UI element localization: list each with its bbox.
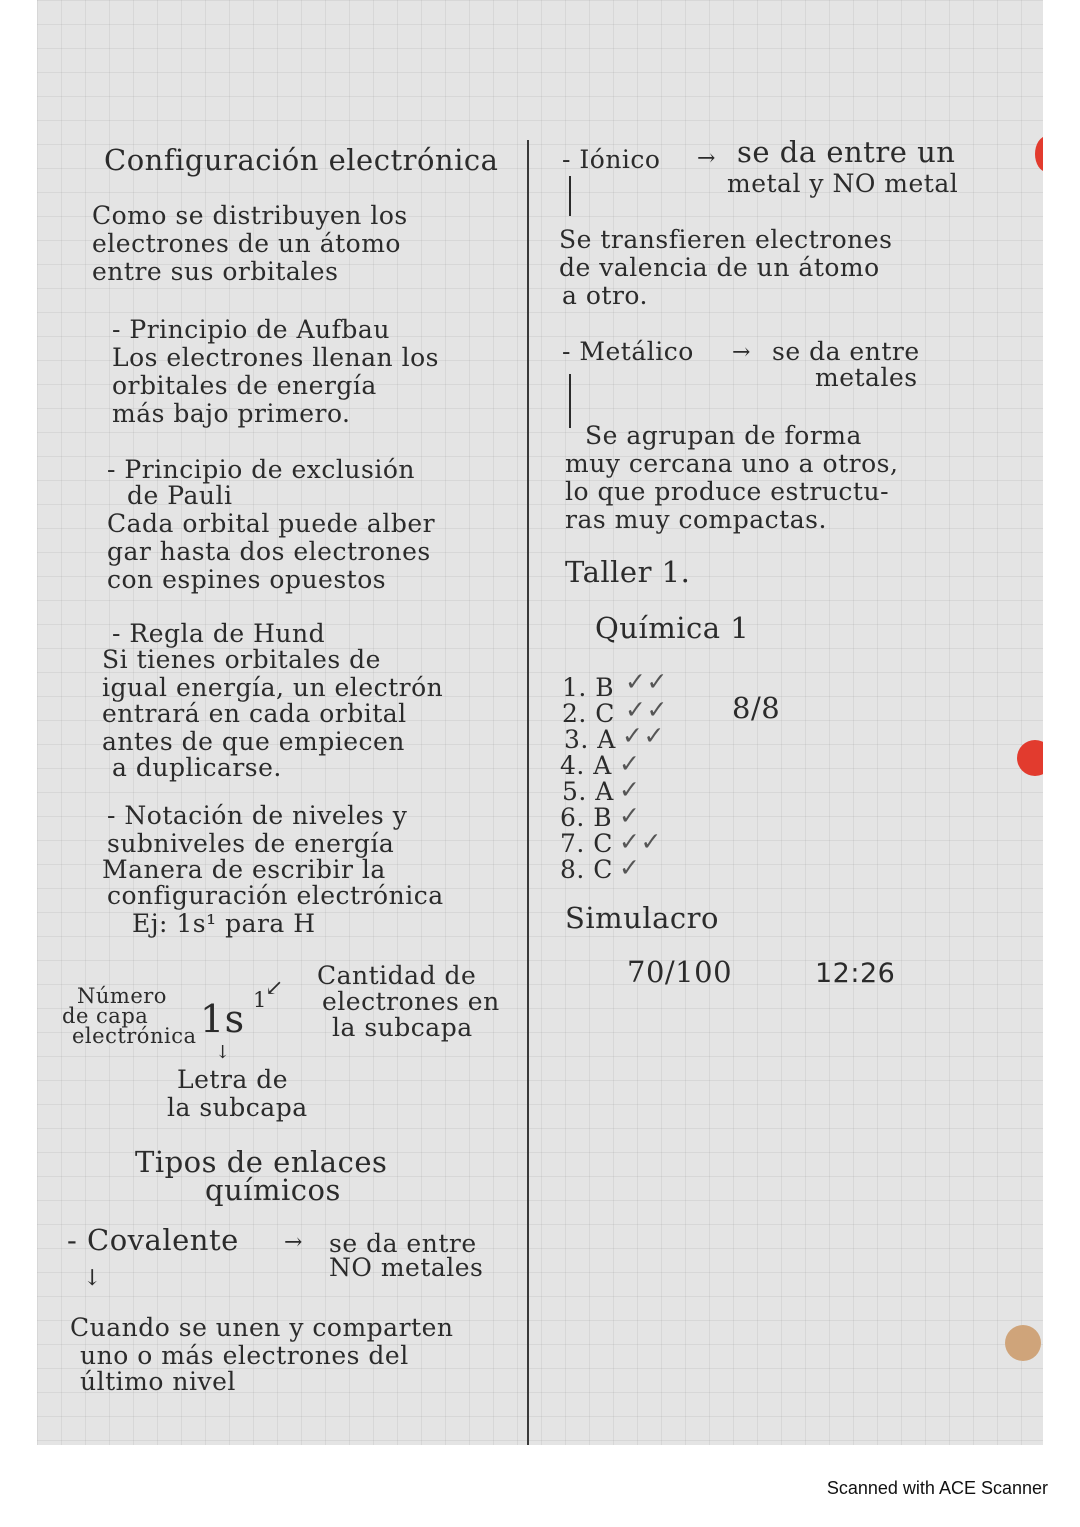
metalico-detail: lo que produce estructu-	[565, 477, 890, 506]
ionico-detail: a otro.	[562, 281, 648, 310]
checkmark-icon: ✓✓	[622, 721, 665, 750]
answer-item: 4. A	[560, 751, 612, 780]
diagram-letra-label: la subcapa	[167, 1093, 308, 1122]
pauli-line: con espines opuestos	[107, 565, 387, 594]
covalente-detail: último nivel	[80, 1367, 236, 1396]
diagram-numero-label: electrónica	[72, 1024, 197, 1048]
arrow-to-superscript-icon: ↙	[265, 976, 284, 1001]
binder-hole-tan	[1005, 1325, 1041, 1361]
notation-line: Manera de escribir la	[102, 855, 386, 884]
pauli-line: - Principio de exclusión	[107, 455, 415, 484]
hund-line: antes de que empiecen	[102, 727, 405, 756]
answer-item: 6. B	[560, 803, 613, 832]
covalente-desc: NO metales	[329, 1253, 484, 1282]
simulacro-heading: Simulacro	[565, 901, 719, 935]
checkmark-icon: ✓✓	[625, 695, 668, 724]
metalico-desc: se da entre	[772, 337, 920, 366]
ionico-down-line	[569, 176, 571, 216]
binder-hole-red	[1035, 136, 1043, 172]
pauli-line: Cada orbital puede alber	[107, 509, 436, 538]
metalico-detail: Se agrupan de forma	[585, 421, 862, 450]
ionico-desc: metal y NO metal	[727, 169, 959, 198]
binder-hole-red	[1017, 740, 1043, 776]
arrow-down-icon: ↓	[83, 1266, 102, 1291]
arrow-right-icon: →	[697, 146, 716, 171]
tipos-title: químicos	[205, 1173, 341, 1207]
taller-heading: Taller 1.	[565, 555, 691, 589]
ionico-detail: de valencia de un átomo	[559, 253, 880, 282]
metalico-desc: metales	[815, 363, 918, 392]
diagram-cantidad-label: electrones en	[322, 987, 500, 1016]
diagram-numero-label: Número	[77, 984, 167, 1008]
aufbau-line: orbitales de energía	[112, 371, 377, 400]
aufbau-line: más bajo primero.	[112, 399, 351, 428]
aufbau-line: Los electrones llenan los	[112, 343, 439, 372]
arrow-right-icon: →	[732, 340, 751, 365]
answer-item: 2. C	[562, 699, 615, 728]
covalente-detail: Cuando se unen y comparten	[70, 1313, 454, 1342]
taller-score: 8/8	[732, 691, 781, 725]
metalico-detail: ras muy compactas.	[565, 505, 827, 534]
arrow-right-icon: →	[284, 1230, 303, 1255]
metalico-label: - Metálico	[562, 337, 694, 366]
definition-line: Como se distribuyen los	[92, 201, 408, 230]
ionico-detail: Se transfieren electrones	[559, 225, 893, 254]
checkmark-icon: ✓	[619, 853, 641, 882]
quimica-heading: Química 1	[595, 611, 750, 645]
pauli-line: de Pauli	[127, 481, 233, 510]
ionico-desc: se da entre un	[737, 135, 956, 169]
definition-line: electrones de un átomo	[92, 229, 401, 258]
diagram-cantidad-label: la subcapa	[332, 1013, 473, 1042]
hund-line: entrará en cada orbital	[102, 699, 407, 728]
hund-line: Si tienes orbitales de	[102, 645, 381, 674]
time-label: 12:26	[815, 958, 896, 989]
covalente-label: - Covalente	[67, 1223, 239, 1257]
notation-line: configuración electrónica	[107, 881, 444, 910]
answer-item: 5. A	[562, 777, 614, 806]
section-title: Configuración electrónica	[104, 143, 499, 177]
answer-item: 1. B	[562, 673, 615, 702]
simulacro-score: 70/100	[627, 955, 733, 989]
diagram-superscript: 1	[253, 988, 267, 1012]
covalente-detail: uno o más electrones del	[80, 1341, 409, 1370]
checkmark-icon: ✓	[619, 775, 641, 804]
column-divider	[527, 140, 529, 1445]
diagram-letra-label: Letra de	[177, 1065, 289, 1094]
notation-line: subniveles de energía	[107, 829, 395, 858]
notation-line: Ej: 1s¹ para H	[132, 909, 316, 938]
answer-item: 7. C	[560, 829, 613, 858]
answer-item: 8. C	[560, 855, 613, 884]
diagram-big-symbol: 1s	[200, 997, 245, 1041]
checkmark-icon: ✓	[619, 749, 641, 778]
hund-line: igual energía, un electrón	[102, 673, 444, 702]
tipos-title: Tipos de enlaces	[135, 1145, 388, 1179]
answer-item: 3. A	[564, 725, 616, 754]
aufbau-line: - Principio de Aufbau	[112, 315, 390, 344]
notebook-page	[37, 0, 1043, 1445]
arrow-down-icon: ↓	[215, 1042, 231, 1063]
hund-line: a duplicarse.	[112, 753, 282, 782]
notation-line: - Notación de niveles y	[107, 801, 408, 830]
scanner-watermark: Scanned with ACE Scanner	[826, 1478, 1048, 1498]
metalico-detail: muy cercana uno a otros,	[565, 449, 899, 478]
definition-line: entre sus orbitales	[92, 257, 339, 286]
checkmark-icon: ✓	[619, 801, 641, 830]
diagram-numero-label: de capa	[62, 1004, 149, 1028]
metalico-down-line	[569, 374, 571, 428]
pauli-line: gar hasta dos electrones	[107, 537, 431, 566]
diagram-cantidad-label: Cantidad de	[317, 961, 477, 990]
ionico-label: - Iónico	[562, 145, 661, 174]
covalente-desc: se da entre	[329, 1229, 477, 1258]
checkmark-icon: ✓✓	[625, 667, 668, 696]
hund-line: - Regla de Hund	[112, 619, 326, 648]
checkmark-icon: ✓✓	[619, 827, 662, 856]
